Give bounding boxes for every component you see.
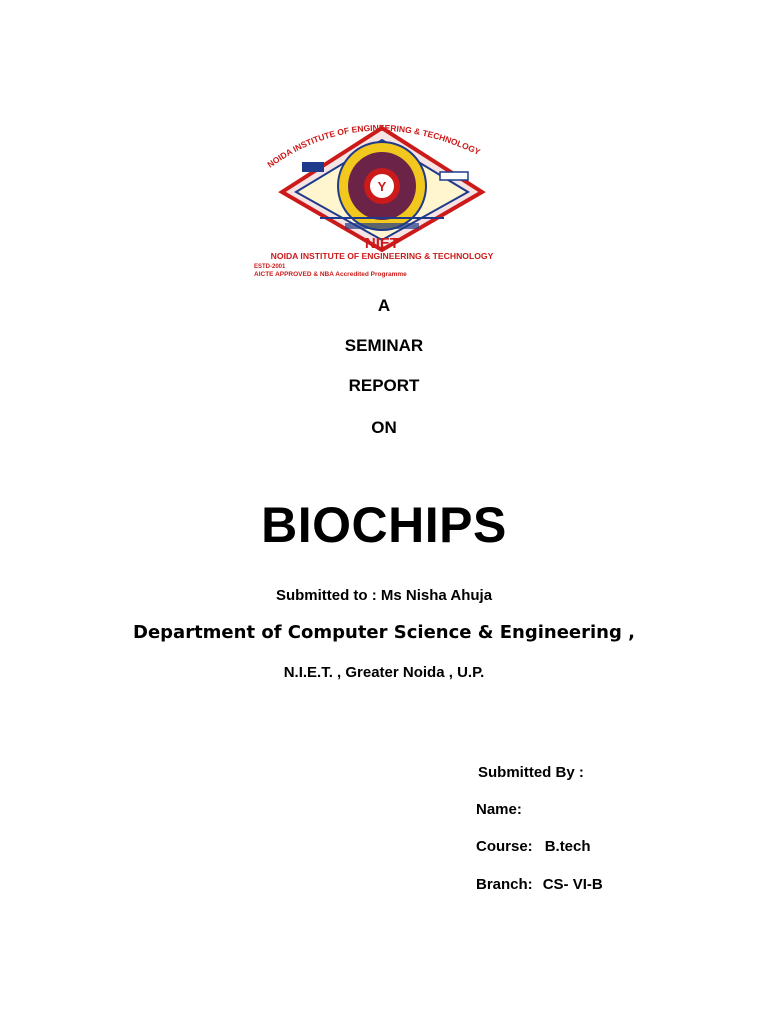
course-row	[476, 838, 591, 855]
svg-text:NIET: NIET	[364, 235, 400, 252]
course-value: B.tech	[544, 838, 591, 855]
name-row	[476, 801, 530, 818]
department: Department of Computer Science & Engineering ,	[133, 622, 635, 643]
line-on: ON	[371, 418, 397, 437]
submitted-by-heading: Submitted By :	[478, 764, 584, 781]
svg-text:Y: Y	[377, 179, 387, 194]
line-a: A	[377, 296, 391, 315]
report-title: BIOCHIPS	[261, 497, 507, 553]
line-report: REPORT	[348, 376, 420, 395]
niet-logo	[250, 120, 515, 278]
course-label: Course:	[476, 838, 533, 855]
institute-location: N.I.E.T. , Greater Noida , U.P.	[283, 664, 485, 681]
line-seminar: SEMINAR	[344, 336, 424, 355]
svg-text:NOIDA INSTITUTE OF ENGINEERING: NOIDA INSTITUTE OF ENGINEERING & TECHNOLOGY	[265, 122, 482, 170]
svg-text:AICTE APPROVED & NBA Accredite: AICTE APPROVED & NBA Accredited Programme	[254, 271, 407, 278]
svg-text:ESTD-2001: ESTD-2001	[254, 264, 286, 270]
submitted-to: Submitted to : Ms Nisha Ahuja	[275, 587, 493, 604]
name-label: Name:	[476, 801, 522, 818]
branch-row	[476, 876, 603, 893]
branch-label: Branch:	[476, 876, 533, 893]
branch-value: CS- VI-B	[542, 876, 603, 893]
svg-text:NOIDA INSTITUTE OF ENGINEERING: NOIDA INSTITUTE OF ENGINEERING & TECHNOLOGY	[270, 251, 494, 261]
